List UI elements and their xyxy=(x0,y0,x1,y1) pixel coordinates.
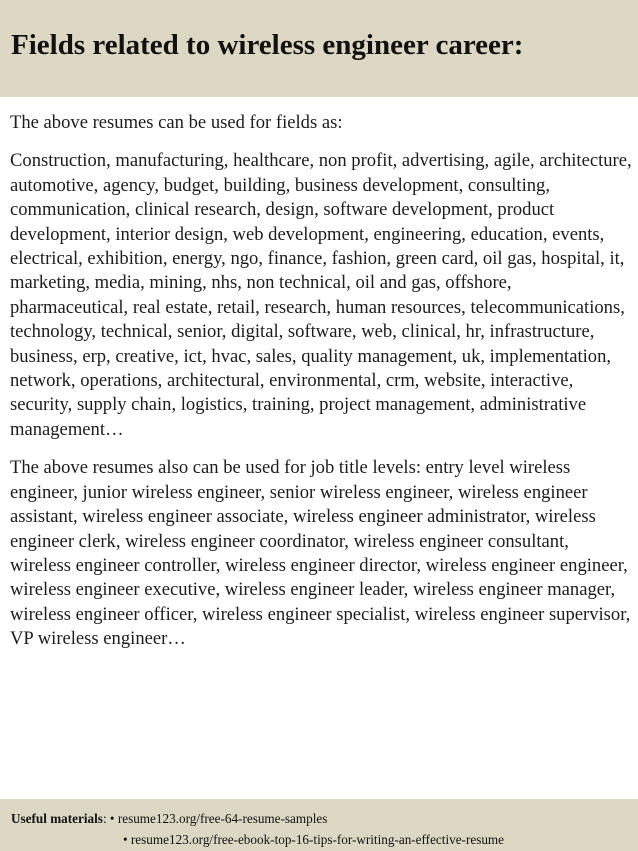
label-colon: : xyxy=(102,811,110,826)
footer-row-2 xyxy=(11,829,638,850)
page-header xyxy=(0,0,638,97)
useful-materials-footer xyxy=(0,799,638,851)
page-title: Fields related to wireless engineer career: xyxy=(11,29,524,61)
main-content xyxy=(10,111,632,652)
resume-tips-ebook-link[interactable]: • resume123.org/free-ebook-top-16-tips-for-writing-an-effective-resume xyxy=(123,832,505,847)
footer-row-1 xyxy=(11,808,638,829)
intro-text: The above resumes can be used for fields as: xyxy=(10,112,343,133)
fields-list-text: Construction, manufacturing, healthcare, non profit, advertising, agile, architecture, automotive, agency, budget, building, business development, consulting, communication, clinical research, design, software development, product development, interior design, web development, engineering, education, events, electrical, exhibition, energy, ngo, finance, fashion, green card, oil gas, hospital, it, marketing, media, mining, nhs, non technical, oil and gas, offshore, pharmaceutical, real estate, retail, research, human resources, telecommunications, technology, technical, senior, digital, software, web, clinical, hr, infrastructure, business, erp, creative, ict, hvac, sales, quality management, uk, implementation, network, operations, architectural, environmental, crm, website, interactive, security, supply chain, logistics, training, project management, administrative management… xyxy=(10,150,632,440)
useful-materials-label: Useful materials xyxy=(11,811,103,826)
resume-samples-link[interactable]: • resume123.org/free-64-resume-samples xyxy=(109,811,328,826)
job-titles-text: The above resumes also can be used for job title levels: entry level wireless engineer, junior wireless engineer, senior wireless engineer, wireless engineer assistant, wireless engineer associate, wireless engineer administrator, wireless engineer clerk, wireless engineer coordinator, wireless engineer consultant, wireless engineer controller, wireless engineer director, wireless engineer engineer, wireless engineer executive, wireless engineer leader, wireless engineer manager, wireless engineer officer, wireless engineer specialist, wireless engineer supervisor, VP wireless engineer… xyxy=(10,457,631,650)
